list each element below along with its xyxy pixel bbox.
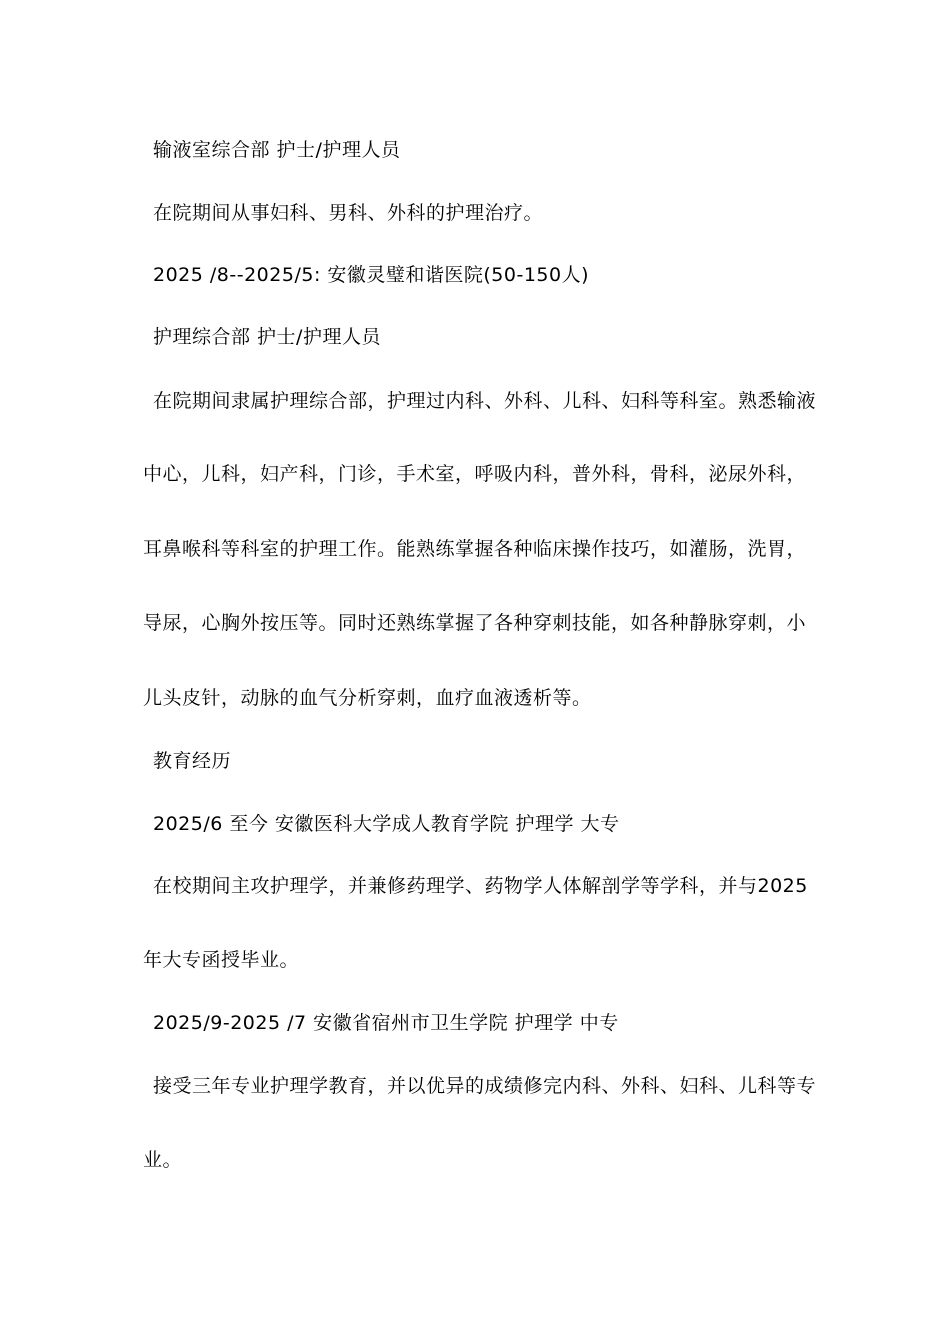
job-department-title: 护理综合部 护士/护理人员 [153,326,381,348]
education-entry: 2025/9-2025 /7 安徽省宿州市卫生学院 护理学 中专 [153,1012,619,1034]
job-description: 在院期间从事妇科、男科、外科的护理治疗。 [153,202,544,224]
education-entry: 2025/6 至今 安徽医科大学成人教育学院 护理学 大专 [153,813,620,835]
section-heading-education: 教育经历 [153,750,232,772]
job-description-continued: 导尿，心胸外按压等。同时还熟练掌握了各种穿刺技能，如各种静脉穿刺，小 [143,612,807,634]
job-description-continued: 儿头皮针，动脉的血气分析穿刺，血疗血液透析等。 [143,687,592,709]
job-description: 在院期间隶属护理综合部，护理过内科、外科、儿科、妇科等科室。熟悉输液 [153,390,817,412]
education-description: 在校期间主攻护理学，并兼修药理学、药物学人体解剖学等学科，并与2025 [153,875,808,897]
job-department-title: 输液室综合部 护士/护理人员 [153,139,401,161]
education-description-continued: 业。 [143,1149,183,1171]
job-period-employer: 2025 /8--2025/5: 安徽灵璧和谐医院(50-150人) [153,264,590,286]
job-description-continued: 耳鼻喉科等科室的护理工作。能熟练掌握各种临床操作技巧，如灌肠，洗胃， [143,538,807,560]
education-description-continued: 年大专函授毕业。 [143,949,300,971]
education-description: 接受三年专业护理学教育，并以优异的成绩修完内科、外科、妇科、儿科等专 [153,1075,817,1097]
job-description-continued: 中心，儿科，妇产科，门诊，手术室，呼吸内科，普外科，骨科，泌尿外科， [143,463,807,485]
